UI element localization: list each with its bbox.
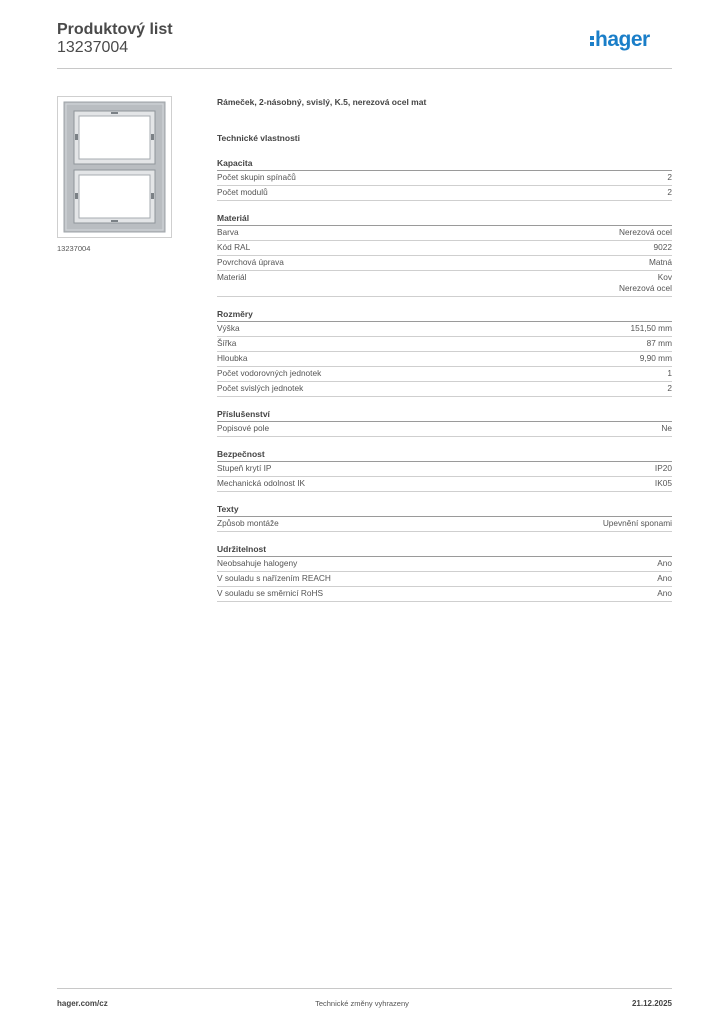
property-value: 9022 [653,242,672,252]
property-group [217,157,672,201]
property-row [217,572,672,587]
property-value: 1 [667,368,672,378]
property-value: 87 mm [646,338,672,348]
footer-website[interactable]: hager.com/cz [57,999,108,1008]
property-label: Počet modulů [217,187,268,197]
property-row [217,271,672,297]
section-heading: Technické vlastnosti [217,133,300,143]
property-row [217,171,672,186]
property-value: Ano [657,588,672,598]
image-caption: 13237004 [57,244,91,253]
property-label: Kód RAL [217,242,251,252]
logo-wordmark: hager [595,28,650,51]
property-value: Ano [657,573,672,583]
property-label: Povrchová úprava [217,257,284,267]
property-group [217,448,672,492]
property-group [217,308,672,397]
group-title: Udržitelnost [217,543,672,557]
property-label: Počet skupin spínačů [217,172,296,182]
property-label: Počet svislých jednotek [217,383,304,393]
property-label: Stupeň krytí IP [217,463,272,473]
property-group [217,212,672,297]
footer-note: Technické změny vyhrazeny [315,999,409,1008]
property-label: Barva [217,227,239,237]
property-row [217,557,672,572]
property-value: Kov Nerezová ocel [618,272,672,293]
property-value: Ano [657,558,672,568]
property-value: 2 [667,383,672,393]
property-row [217,587,672,602]
property-row [217,186,672,201]
group-title: Texty [217,503,672,517]
property-group [217,543,672,602]
property-row [217,477,672,492]
product-name: Rámeček, 2-násobný, svislý, K.5, nerezová ocel mat [217,97,427,107]
property-label: Šířka [217,338,237,348]
product-image [57,96,172,238]
property-label: Popisové pole [217,423,270,433]
property-value: 9,90 mm [639,353,672,363]
header-divider [57,68,672,69]
document-title: Produktový list [57,21,173,38]
property-label: Způsob montáže [217,518,279,528]
group-title: Kapacita [217,157,672,171]
property-label: Hloubka [217,353,248,363]
property-value: Upevnění sponami [602,518,672,528]
footer-date: 21.12.2025 [631,999,672,1008]
property-row [217,422,672,437]
group-title: Bezpečnost [217,448,672,462]
property-label: Počet vodorovných jednotek [217,368,322,378]
property-row [217,367,672,382]
product-details [217,96,672,602]
group-title: Příslušenství [217,408,672,422]
property-value: 151,50 mm [630,323,672,333]
property-group [217,408,672,437]
property-row [217,352,672,367]
property-value: Ne [661,423,672,433]
group-title: Materiál [217,212,672,226]
footer-divider [57,988,672,989]
property-row [217,382,672,397]
property-label: Výška [217,323,240,333]
property-row [217,462,672,477]
property-value: Nerezová ocel [618,227,672,237]
property-label: Materiál [217,272,247,282]
property-label: V souladu se směrnicí RoHS [217,588,324,598]
property-row [217,256,672,271]
group-title: Rozměry [217,308,672,322]
property-value: 2 [667,187,672,197]
property-label: Mechanická odolnost IK [217,478,306,488]
property-groups [217,157,672,602]
property-value: Matná [648,257,672,267]
property-row [217,337,672,352]
property-row [217,322,672,337]
property-row [217,517,672,532]
hager-logo-mark [590,28,672,52]
property-row [217,241,672,256]
document-number: 13237004 [57,39,129,56]
property-value: 2 [667,172,672,182]
property-group [217,503,672,532]
hager-logo [590,28,672,52]
property-value: IK05 [654,478,672,488]
page-header [57,20,672,68]
property-row [217,226,672,241]
property-label: V souladu s nařízením REACH [217,573,331,583]
property-value: IP20 [654,463,672,473]
property-label: Neobsahuje halogeny [217,558,298,568]
